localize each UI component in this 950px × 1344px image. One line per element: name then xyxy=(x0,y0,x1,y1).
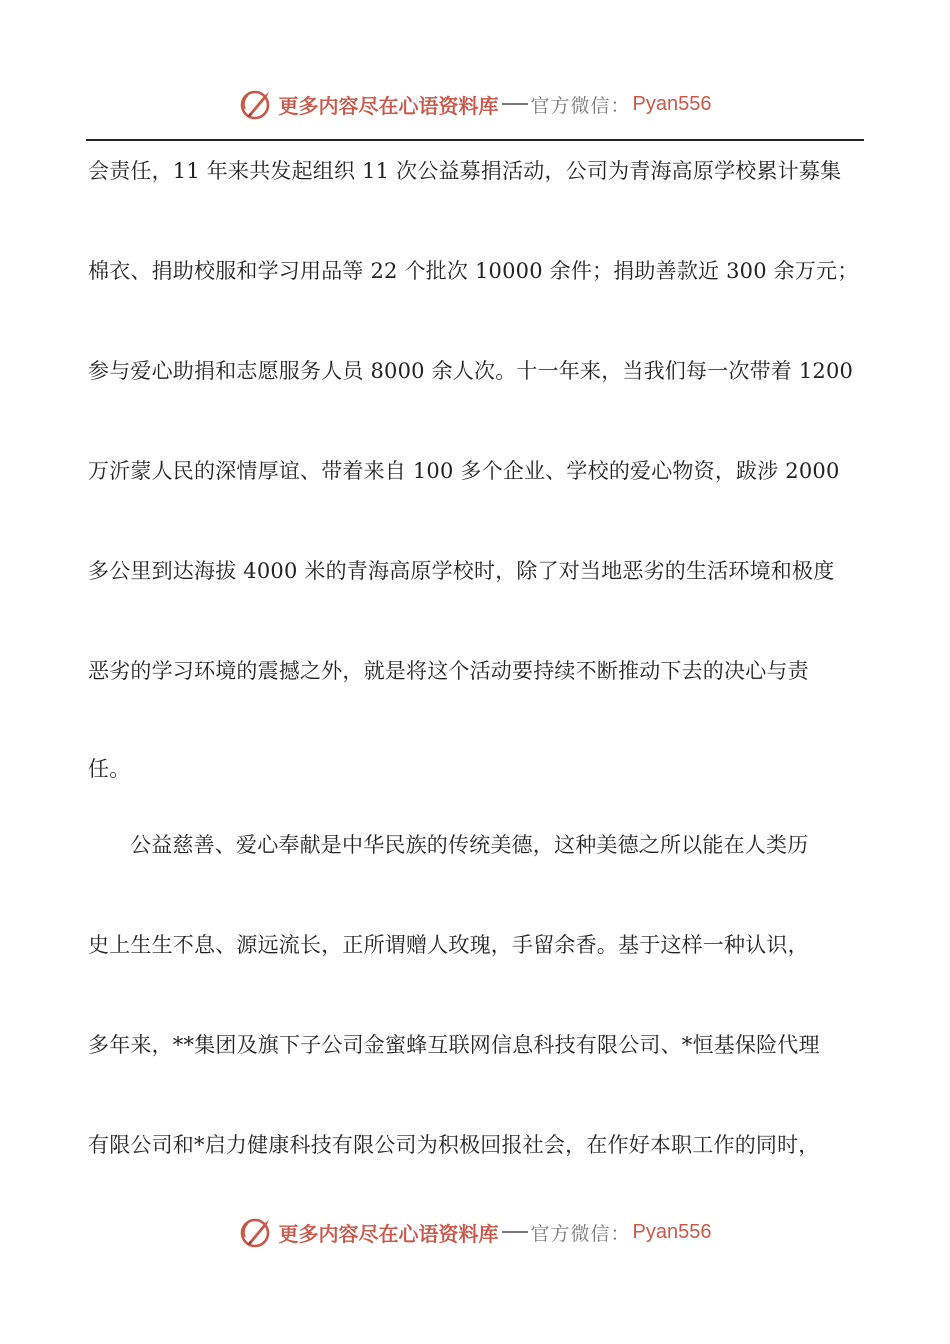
body-line-7: 任。 xyxy=(88,757,131,781)
header-banner xyxy=(0,84,950,124)
body-line-4: 万沂蒙人民的深情厚谊、带着来自 100 多个企业、学校的爱心物资，跋涉 2000 xyxy=(88,459,840,483)
pen-logo-icon xyxy=(239,87,275,121)
footer-wechat-label: 官方微信： xyxy=(530,1222,631,1245)
body-line-3: 参与爱心助捐和志愿服务人员 8000 余人次。十一年来，当我们每一次带着 1200 xyxy=(88,359,854,383)
header-brand-text: 更多内容尽在心语资料库 xyxy=(278,93,499,118)
footer-wechat-id: Pyan556 xyxy=(632,1220,712,1243)
body-line-9: 史上生生不息、源远流长，正所谓赠人玫瑰，手留余香。基于这样一种认识， xyxy=(88,933,809,957)
body-line-1: 会责任，11 年来共发起组织 11 次公益募捐活动，公司为青海高原学校累计募集 xyxy=(88,159,842,183)
header-dash xyxy=(502,103,528,105)
body-line-2: 棉衣、捐助校服和学习用品等 22 个批次 10000 余件；捐助善款近 300 余万元； xyxy=(88,259,859,283)
body-paragraph-2-start: 公益慈善、爱心奉献是中华民族的传统美德，这种美德之所以能在人类历 xyxy=(130,833,809,857)
header-wechat-id: Pyan556 xyxy=(632,92,712,115)
body-line-11: 有限公司和*启力健康科技有限公司为积极回报社会，在作好本职工作的同时， xyxy=(88,1133,820,1157)
body-line-5: 多公里到达海拔 4000 米的青海高原学校时，除了对当地恶劣的生活环境和极度 xyxy=(88,559,835,583)
header-divider xyxy=(86,139,864,141)
header-wechat-label: 官方微信： xyxy=(530,94,631,117)
body-line-10: 多年来，**集团及旗下子公司金蜜蜂互联网信息科技有限公司、*恒基保险代理 xyxy=(88,1033,820,1057)
footer-dash xyxy=(502,1231,528,1233)
footer-brand-text: 更多内容尽在心语资料库 xyxy=(278,1221,499,1246)
pen-logo-icon xyxy=(239,1215,275,1249)
body-line-6: 恶劣的学习环境的震撼之外，就是将这个活动要持续不断推动下去的决心与责 xyxy=(88,659,809,683)
footer-banner xyxy=(0,1212,950,1252)
